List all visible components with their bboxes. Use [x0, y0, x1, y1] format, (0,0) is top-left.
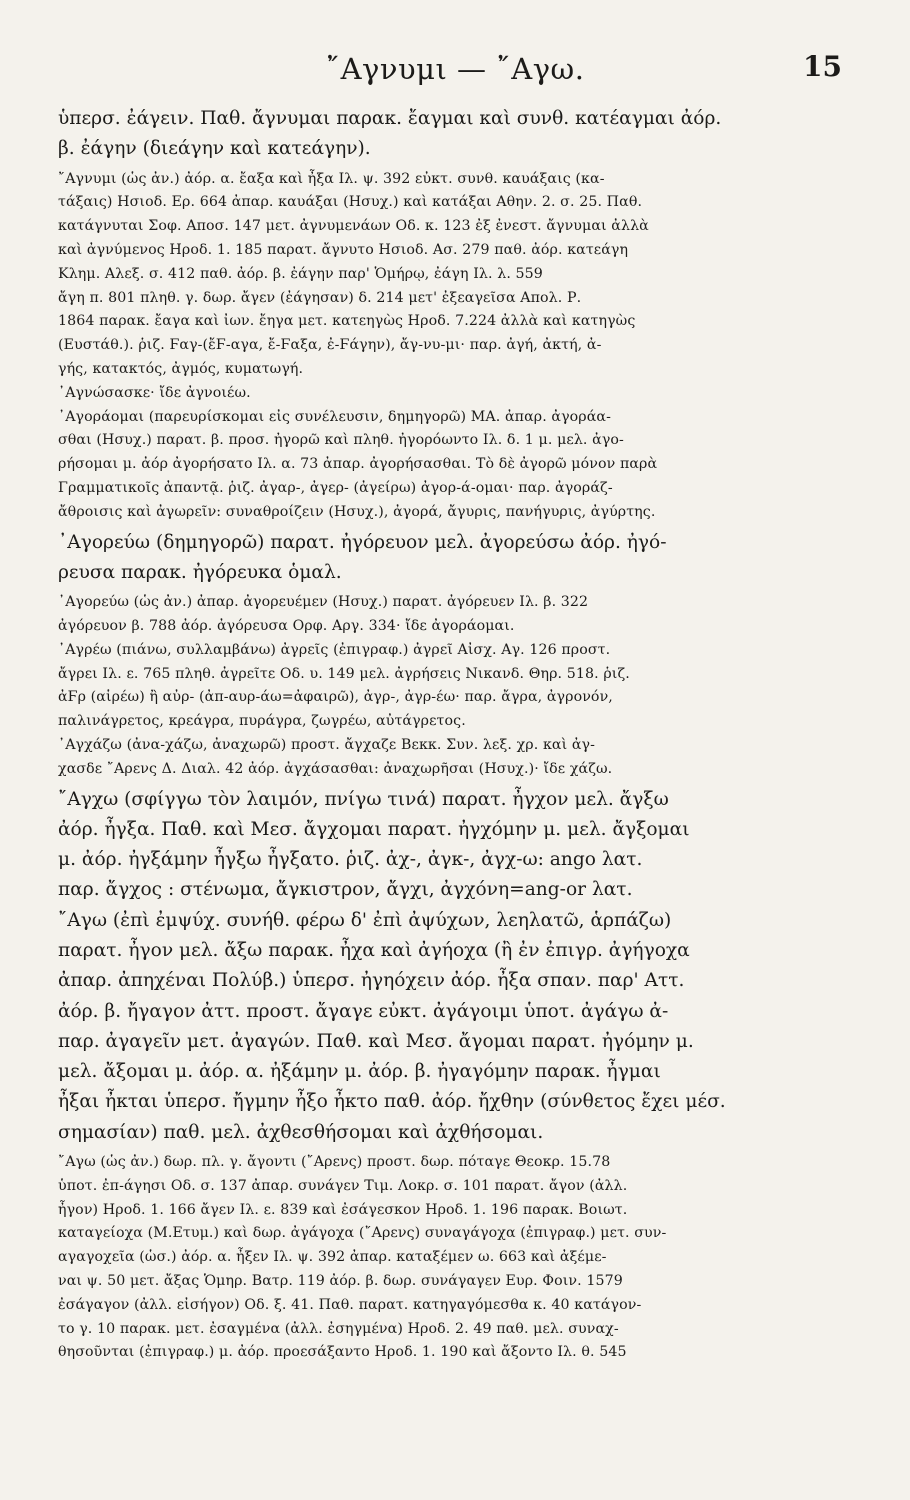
text-line: ᾿Αγοράομαι (παρευρίσκομαι εἰς συνέλευσιν, δημηγορῶ) ΜΑ. ἀπαρ. ἀγοράα- [58, 408, 612, 425]
text-line: καὶ ἀγνύμενος Ηροδ. 1. 185 παρατ. ἄγνυτο Ησιοδ. Ασ. 279 παθ. ἀόρ. κατεάγη [58, 241, 629, 258]
text-line: ῎Αγω (ἐπὶ ἐμψύχ. συνήθ. φέρω δ' ἐπὶ ἀψύχων, λεηλατῶ, ἁρπάζω) [58, 909, 672, 931]
text-line: μελ. ἄξομαι μ. ἀόρ. α. ἠξάμην μ. ἀόρ. β. ἠγαγόμην παρακ. ἦγμαι [58, 1061, 661, 1083]
text-line: Γραμματικοῖς ἀπαντᾷ. ῥιζ. ἀγαρ-, ἀγερ- (ἀγείρω) ἀγορ-ά-ομαι· παρ. ἀγοράζ- [58, 479, 613, 496]
text-line: ρευσα παρακ. ἠγόρευκα ὁμαλ. [58, 561, 342, 583]
text-line: ῎Αγω (ὡς ἀν.) δωρ. πλ. γ. ἄγοντι (῎Αρενς) προστ. δωρ. πόταγε Θεοκρ. 15.78 [58, 1154, 611, 1171]
running-head: ῎Αγνυμι — ῎Αγω. [325, 52, 585, 86]
text-line: θησοῦνται (ἐπιγραφ.) μ. ἀόρ. προεσάξαντο Ηροδ. 1. 190 καὶ ἄξοντο Ιλ. θ. 545 [58, 1344, 627, 1361]
text-line: παρ. ἄγχος : στένωμα, ἄγκιστρον, ἄγχι, ἀγχόνη=ang-or λατ. [58, 879, 633, 901]
text-line: γής, κατακτός, ἀγμός, κυματωγή. [58, 360, 304, 377]
text-line: ᾿Αγχάζω (ἀνα-χάζω, ἀναχωρῶ) προστ. ἄγχαζε Βεκκ. Συν. λεξ. χρ. καὶ ἀγ- [58, 736, 596, 753]
text-line: ἦγον) Ηροδ. 1. 166 ἄγεν Ιλ. ε. 839 καὶ ἐσάγεσκον Ηροδ. 1. 196 παρακ. Βοιωτ. [58, 1201, 628, 1218]
lexicon-body [58, 104, 858, 1365]
text-line: ᾿Αγορεύω (δημηγορῶ) παρατ. ἠγόρευον μελ. ἀγορεύσω ἀόρ. ἠγό- [58, 531, 667, 553]
text-line: ἄθροισις καὶ ἀγωρεῖν: συναθροίζειν (Ησυχ.), ἀγορά, ἄγυρις, πανήγυρις, ἀγύρτης. [58, 503, 656, 520]
text-line: ῎Αγνυμι (ὡς ἀν.) ἀόρ. α. ἔαξα καὶ ἦξα Ιλ. ψ. 392 εὐκτ. συνθ. καυάξαις (κα- [58, 170, 605, 187]
text-line: ἀπαρ. ἀπηχέναι Πολύβ.) ὑπερσ. ἠγηόχειν ἀόρ. ἦξα σπαν. παρ' Αττ. [58, 970, 685, 992]
text-line: ἀόρ. ἦγξα. Παθ. καὶ Μεσ. ἄγχομαι παρατ. ἠγχόμην μ. μελ. ἄγξομαι [58, 818, 690, 840]
text-line: κατάγνυται Σοφ. Αποσ. 147 μετ. ἀγνυμενάων Οδ. κ. 123 ἐξ ἐνεστ. ἄγνυμαι ἀλλὰ [58, 218, 649, 235]
text-line: ἐσάγαγον (ἀλλ. εἰσήγον) Οδ. ξ. 41. Παθ. παρατ. κατηγαγόμεσθα κ. 40 κατάγον- [58, 1296, 642, 1313]
text-line: (Ευστάθ.). ῥιζ. Ϝαγ-(ἔϜ-αγα, ἔ-Ϝαξα, ἐ-Ϝάγην), ἄγ-νυ-μι· παρ. ἀγή, ἀκτή, ἀ- [58, 337, 602, 354]
text-line: παλινάγρετος, κρεάγρα, πυράγρα, ζωγρέω, αὐτάγρετος. [58, 713, 466, 730]
text-line: αγαγοχεῖα (ὡσ.) ἀόρ. α. ἦξεν Ιλ. ψ. 392 ἀπαρ. καταξέμεν ω. 663 καὶ ἀξέμε- [58, 1249, 607, 1266]
text-line: ἀϜρ (αἱρέω) ἢ αὐρ- (ἀπ-αυρ-άω=ἀφαιρῶ), ἀγρ-, ἀγρ-έω· παρ. ἄγρα, ἀγρονόν, [58, 689, 613, 706]
text-line: καταγείοχα (Μ.Ετυμ.) καὶ δωρ. ἀγάγοχα (῎Αρενς) συναγάγοχα (ἐπιγραφ.) μετ. συν- [58, 1225, 667, 1242]
text-line: χασδε ῎Αρενς Δ. Διαλ. 42 ἀόρ. ἀγχάσασθαι: ἀναχωρῆσαι (Ησυχ.)· ἴδε χάζω. [58, 760, 613, 777]
text-line: σημασίαν) παθ. μελ. ἀχθεσθήσομαι καὶ ἀχθήσομαι. [58, 1121, 544, 1143]
text-line: ἀγόρευον β. 788 ἀόρ. ἀγόρευσα Ορφ. Αργ. 334· ἴδε ἀγοράομαι. [58, 617, 515, 634]
text-line: ᾿Αγνώσασκε· ἴδε ἀγνοιέω. [58, 384, 251, 401]
text-line: ἄγη π. 801 πληθ. γ. δωρ. ἄγεν (ἐάγησαν) δ. 214 μετ' ἐξεαγεῖσα Απολ. Ρ. [58, 289, 582, 306]
text-line: ἦξαι ἦκται ὑπερσ. ἤγμην ἦξο ἦκτο παθ. ἀόρ. ἤχθην (σύνθετος ἔχει μέσ. [58, 1091, 726, 1113]
text-line: ὑποτ. ἐπ-άγησι Οδ. σ. 137 ἀπαρ. συνάγεν Τιμ. Λοκρ. σ. 101 παρατ. ἄγον (ἀλλ. [58, 1177, 628, 1194]
text-line: παρ. ἀγαγεῖν μετ. ἀγαγών. Παθ. καὶ Μεσ. ἄγομαι παρατ. ἠγόμην μ. [58, 1030, 694, 1052]
text-line: μ. ἀόρ. ἠγξάμην ἦγξω ἦγξατο. ῥιζ. ἀχ-, ἀγκ-, ἀγχ-ω: ango λατ. [58, 849, 643, 871]
text-line: παρατ. ἦγον μελ. ἄξω παρακ. ἦχα καὶ ἀγήοχα (ἢ ἐν ἐπιγρ. ἀγήγοχα [58, 940, 690, 961]
text-line: ναι ψ. 50 μετ. ἄξας Ὁμηρ. Βατρ. 119 ἀόρ. β. δωρ. συνάγαγεν Ευρ. Φοιν. 1579 [58, 1273, 623, 1290]
text-line: το γ. 10 παρακ. μετ. ἐσαγμένα (ἀλλ. ἐσηγμένα) Ηροδ. 2. 49 παθ. μελ. συναχ- [58, 1320, 619, 1337]
text-line: ᾿Αγορεύω (ὡς ἀν.) ἀπαρ. ἀγορευέμεν (Ησυχ.) παρατ. ἀγόρευεν Ιλ. β. 322 [58, 594, 589, 611]
page-number: 15 [803, 50, 842, 83]
text-line: ὑπερσ. ἐάγειν. Παθ. ἄγνυμαι παρακ. ἔαγμαι καὶ συνθ. κατέαγμαι ἀόρ. [58, 108, 722, 129]
text-line: ἄγρει Ιλ. ε. 765 πληθ. ἀγρεῖτε Οδ. υ. 149 μελ. ἀγρήσεις Νικανδ. Θηρ. 518. ῥιζ. [58, 665, 630, 682]
text-line: τάξαις) Ησιοδ. Ερ. 664 ἀπαρ. καυάξαι (Ησυχ.) καὶ κατάξαι Αθην. 2. σ. 25. Παθ. [58, 194, 643, 211]
text-line: β. ἐάγην (διεάγην καὶ κατεάγην). [58, 138, 371, 160]
text-line: ᾿Αγρέω (πιάνω, συλλαμβάνω) ἀγρεῖς (ἐπιγραφ.) ἀγρεῖ Αἰσχ. Αγ. 126 προστ. [58, 641, 611, 658]
text-line: ἀόρ. β. ἤγαγον ἀττ. προστ. ἄγαγε εὐκτ. ἀγάγοιμι ὑποτ. ἀγάγω ἀ- [58, 1000, 669, 1022]
text-line: Κλημ. Αλεξ. σ. 412 παθ. ἀόρ. β. ἐάγην παρ' Ὁμήρῳ, ἐάγη Ιλ. λ. 559 [58, 265, 543, 282]
text-line: 1864 παρακ. ἔαγα καὶ ἰων. ἔηγα μετ. κατεηγὼς Ηροδ. 7.224 ἀλλὰ καὶ κατηγὼς [58, 313, 636, 330]
text-line: ρήσομαι μ. ἀόρ ἀγορήσατο Ιλ. α. 73 ἀπαρ. ἀγορήσασθαι. Τὸ δὲ ἀγορῶ μόνον παρὰ [58, 456, 658, 473]
text-line: σθαι (Ησυχ.) παρατ. β. προσ. ἠγορῶ καὶ πληθ. ἠγορόωντο Ιλ. δ. 1 μ. μελ. ἀγο- [58, 432, 624, 449]
text-line: ῎Αγχω (σφίγγω τὸν λαιμόν, πνίγω τινά) παρατ. ἦγχον μελ. ἄγξω [58, 788, 669, 810]
